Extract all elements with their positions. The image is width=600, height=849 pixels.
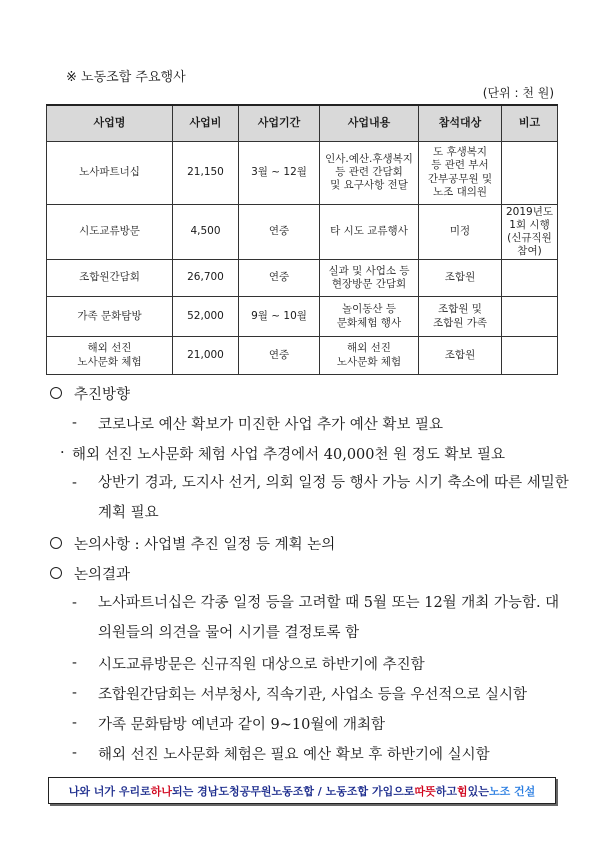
table-cell: 미정: [419, 204, 502, 260]
table-cell: 52,000: [173, 297, 239, 337]
header-cell: 사업내용: [320, 105, 419, 141]
slogan-highlight: 힘: [457, 784, 468, 798]
list-item: [50, 408, 570, 438]
heading-text: 추진방향: [74, 386, 131, 403]
list-item: [50, 738, 570, 768]
table-cell: 연중: [239, 204, 320, 260]
table-cell: 타 시도 교류행사: [320, 204, 419, 260]
table-cell: 인사.예산.후생복지 등 관련 간담회 및 요구사항 전달: [320, 141, 419, 204]
table-cell: 가족 문화탐방: [47, 297, 173, 337]
table-cell: 해외 선진 노사문화 체험: [320, 337, 419, 375]
table-cell: 조합원 및 조합원 가족: [419, 297, 502, 337]
item-text: 해외 선진 노사문화 체험은 필요 예산 확보 후 하반기에 실시함: [98, 746, 490, 763]
item-text: 가족 문화탐방 예년과 같이 9~10월에 개최함: [98, 716, 385, 733]
table-cell: 2019년도 1회 시행 (신규직원 참여): [502, 204, 558, 260]
dash-bullet-icon: -: [72, 685, 77, 701]
slogan-text: 나와 너가 우리로: [68, 784, 151, 798]
slogan-text: 있는: [467, 784, 489, 798]
table-cell: 시도교류방문: [47, 204, 173, 260]
table-row: [47, 260, 558, 297]
table-header-row: [47, 105, 558, 141]
table-row: [47, 337, 558, 375]
slogan-highlight: 하나: [150, 784, 173, 798]
table-cell: 도 후생복지 등 관련 부서 간부공무원 및 노조 대의원: [419, 141, 502, 204]
table-cell: 21,150: [173, 141, 239, 204]
table-cell: [502, 141, 558, 204]
header-cell: 사업명: [47, 105, 173, 141]
slogan-highlight: 따뜻: [414, 784, 436, 798]
table-cell: 9월 ~ 10월: [239, 297, 320, 337]
unit-label: (단위 : 천 원): [482, 86, 554, 100]
header-cell: 비고: [502, 105, 558, 141]
table-cell: 조합원: [419, 260, 502, 297]
table-row: [47, 204, 558, 260]
header-cell: 참석대상: [419, 105, 502, 141]
minutes-body: [50, 378, 570, 768]
dash-bullet-icon: -: [72, 475, 77, 491]
table-cell: 조합원: [419, 337, 502, 375]
dash-bullet-icon: -: [72, 715, 77, 731]
heading-text: 논의사항 : 사업별 추진 일정 등 계획 논의: [74, 536, 336, 553]
circle-bullet-icon: [50, 387, 62, 399]
table-cell: 연중: [239, 337, 320, 375]
table-cell: [502, 260, 558, 297]
table-cell: 연중: [239, 260, 320, 297]
circle-bullet-icon: [50, 537, 62, 549]
list-item: [50, 468, 570, 528]
heading-text: 논의결과: [74, 566, 131, 583]
dot-bullet-icon: ·: [60, 445, 65, 461]
table-cell: 실과 및 사업소 등 현장방문 간담회: [320, 260, 419, 297]
dash-bullet-icon: -: [72, 595, 77, 611]
item-text: 해외 선진 노사문화 체험 사업 추경에서 40,000천 원 정도 확보 필요: [72, 446, 505, 463]
table-cell: [502, 337, 558, 375]
table-cell: 노사파트너십: [47, 141, 173, 204]
dash-bullet-icon: -: [72, 745, 77, 761]
table-row: [47, 141, 558, 204]
item-text: 코로나로 예산 확보가 미진한 사업 추가 예산 확보 필요: [98, 416, 444, 433]
header-cell: 사업기간: [239, 105, 320, 141]
list-item: [50, 438, 570, 468]
dash-bullet-icon: -: [72, 655, 77, 671]
promotion-heading: [50, 378, 570, 408]
table-cell: 놀이동산 등 문화체험 행사: [320, 297, 419, 337]
table-cell: 4,500: [173, 204, 239, 260]
union-slogan-banner: [48, 777, 556, 804]
slogan-text: 되는 경남도청공무원노동조합 / 노동조합 가입으로: [172, 784, 415, 798]
list-item: [50, 588, 570, 648]
table-cell: 해외 선진 노사문화 체험: [47, 337, 173, 375]
list-item: [50, 708, 570, 738]
table-cell: 21,000: [173, 337, 239, 375]
circle-bullet-icon: [50, 567, 62, 579]
slogan-text: 하고: [435, 784, 458, 798]
list-item: [50, 648, 570, 678]
item-text: 노사파트너십은 각종 일정 등을 고려할 때 5월 또는 12월 개최 가능함. 대의원들의 의견을 물어 시기를 결정토록 함: [98, 595, 560, 641]
table-row: [47, 297, 558, 337]
item-text: 시도교류방문은 신규직원 대상으로 하반기에 추진함: [98, 656, 425, 673]
header-cell: 사업비: [173, 105, 239, 141]
table-cell: 3월 ~ 12월: [239, 141, 320, 204]
table-cell: 26,700: [173, 260, 239, 297]
item-text: 상반기 경과, 도지사 선거, 의회 일정 등 행사 가능 시기 축소에 따른 세밀한 계획 필요: [98, 475, 569, 521]
dash-bullet-icon: -: [72, 415, 77, 431]
item-text: 조합원간담회는 서부청사, 직속기관, 사업소 등을 우선적으로 실시함: [98, 686, 528, 703]
result-heading: [50, 558, 570, 588]
slogan-highlight: 노조 건설: [488, 784, 536, 798]
table-cell: 조합원간담회: [47, 260, 173, 297]
section-title: ※ 노동조합 주요행사: [66, 70, 186, 85]
events-table: [46, 104, 558, 375]
discussion-heading: [50, 528, 570, 558]
table-cell: [502, 297, 558, 337]
list-item: [50, 678, 570, 708]
